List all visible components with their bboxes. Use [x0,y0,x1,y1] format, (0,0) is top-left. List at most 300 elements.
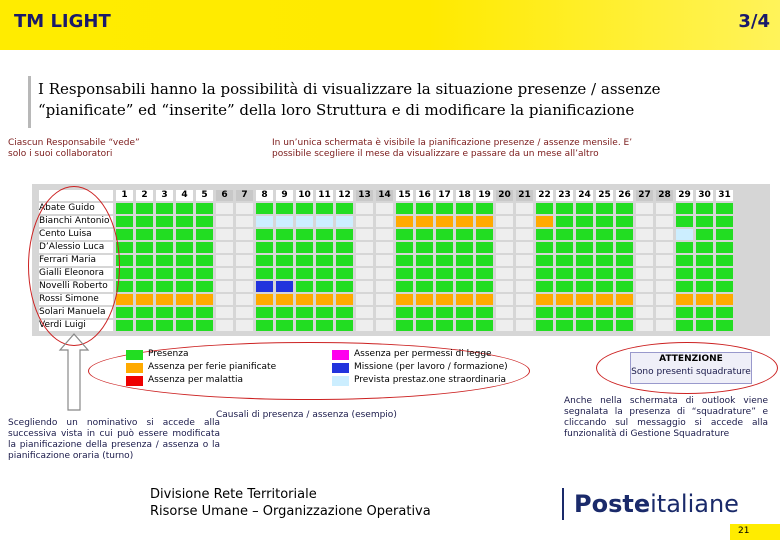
day-cell[interactable] [656,294,673,305]
day-cell[interactable] [276,294,293,305]
day-cell[interactable] [376,216,393,227]
day-cell[interactable] [136,281,153,292]
day-cell[interactable] [636,229,653,240]
day-cell[interactable] [436,268,453,279]
day-cell[interactable] [616,242,633,253]
day-cell[interactable] [136,229,153,240]
day-cell[interactable] [716,307,733,318]
day-cell[interactable] [376,229,393,240]
day-cell[interactable] [556,229,573,240]
day-cell[interactable] [236,229,253,240]
day-cell[interactable] [616,216,633,227]
day-cell[interactable] [156,294,173,305]
day-cell[interactable] [516,255,533,266]
day-cell[interactable] [536,242,553,253]
day-cell[interactable] [216,242,233,253]
day-cell[interactable] [136,320,153,331]
employee-name[interactable]: Bianchi Antonio [39,216,113,227]
day-cell[interactable] [596,242,613,253]
day-cell[interactable] [616,294,633,305]
day-cell[interactable] [356,294,373,305]
day-cell[interactable] [636,216,653,227]
day-cell[interactable] [476,294,493,305]
day-cell[interactable] [456,268,473,279]
day-cell[interactable] [356,255,373,266]
day-cell[interactable] [236,203,253,214]
day-cell[interactable] [376,320,393,331]
day-cell[interactable] [576,229,593,240]
day-cell[interactable] [236,268,253,279]
day-cell[interactable] [716,229,733,240]
day-cell[interactable] [496,320,513,331]
day-cell[interactable] [216,229,233,240]
day-cell[interactable] [496,229,513,240]
day-cell[interactable] [656,281,673,292]
day-cell[interactable] [476,255,493,266]
day-cell[interactable] [696,294,713,305]
day-cell[interactable] [136,307,153,318]
day-cell[interactable] [396,216,413,227]
day-cell[interactable] [476,320,493,331]
day-cell[interactable] [256,203,273,214]
day-cell[interactable] [316,281,333,292]
day-cell[interactable] [476,203,493,214]
day-cell[interactable] [696,281,713,292]
day-cell[interactable] [176,294,193,305]
day-cell[interactable] [116,307,133,318]
day-cell[interactable] [236,281,253,292]
day-cell[interactable] [556,242,573,253]
day-cell[interactable] [576,307,593,318]
day-cell[interactable] [716,268,733,279]
day-cell[interactable] [196,242,213,253]
day-cell[interactable] [116,203,133,214]
day-cell[interactable] [376,255,393,266]
day-cell[interactable] [276,216,293,227]
day-cell[interactable] [356,216,373,227]
day-cell[interactable] [616,268,633,279]
day-cell[interactable] [536,229,553,240]
day-cell[interactable] [496,242,513,253]
day-cell[interactable] [456,216,473,227]
day-cell[interactable] [476,216,493,227]
day-cell[interactable] [256,242,273,253]
day-cell[interactable] [536,203,553,214]
day-cell[interactable] [716,242,733,253]
day-cell[interactable] [296,216,313,227]
day-cell[interactable] [536,307,553,318]
day-cell[interactable] [416,320,433,331]
day-cell[interactable] [116,229,133,240]
day-cell[interactable] [496,216,513,227]
day-cell[interactable] [256,307,273,318]
day-cell[interactable] [276,320,293,331]
day-cell[interactable] [516,242,533,253]
day-cell[interactable] [356,242,373,253]
day-cell[interactable] [436,294,453,305]
day-cell[interactable] [176,229,193,240]
day-cell[interactable] [416,281,433,292]
day-cell[interactable] [356,229,373,240]
day-cell[interactable] [536,216,553,227]
day-cell[interactable] [436,255,453,266]
day-cell[interactable] [376,307,393,318]
day-cell[interactable] [156,216,173,227]
day-cell[interactable] [236,242,253,253]
day-cell[interactable] [596,216,613,227]
day-cell[interactable] [156,203,173,214]
day-cell[interactable] [516,229,533,240]
day-cell[interactable] [636,268,653,279]
day-cell[interactable] [436,281,453,292]
day-cell[interactable] [576,242,593,253]
day-cell[interactable] [576,294,593,305]
day-cell[interactable] [316,242,333,253]
day-cell[interactable] [476,268,493,279]
day-cell[interactable] [636,320,653,331]
day-cell[interactable] [256,255,273,266]
day-cell[interactable] [156,281,173,292]
employee-name[interactable]: Novelli Roberto [39,281,113,292]
day-cell[interactable] [176,268,193,279]
day-cell[interactable] [496,281,513,292]
day-cell[interactable] [716,320,733,331]
employee-name[interactable]: Rossi Simone [39,294,113,305]
day-cell[interactable] [476,281,493,292]
day-cell[interactable] [196,320,213,331]
day-cell[interactable] [196,281,213,292]
day-cell[interactable] [256,281,273,292]
day-cell[interactable] [256,294,273,305]
day-cell[interactable] [176,255,193,266]
day-cell[interactable] [636,307,653,318]
day-cell[interactable] [196,268,213,279]
day-cell[interactable] [676,320,693,331]
day-cell[interactable] [696,242,713,253]
day-cell[interactable] [436,216,453,227]
day-cell[interactable] [216,255,233,266]
day-cell[interactable] [696,203,713,214]
day-cell[interactable] [416,203,433,214]
day-cell[interactable] [396,255,413,266]
day-cell[interactable] [296,229,313,240]
day-cell[interactable] [176,320,193,331]
day-cell[interactable] [356,203,373,214]
day-cell[interactable] [636,294,653,305]
day-cell[interactable] [716,281,733,292]
day-cell[interactable] [516,203,533,214]
day-cell[interactable] [276,255,293,266]
day-cell[interactable] [496,255,513,266]
day-cell[interactable] [336,281,353,292]
day-cell[interactable] [416,307,433,318]
day-cell[interactable] [336,229,353,240]
day-cell[interactable] [216,216,233,227]
day-cell[interactable] [636,203,653,214]
day-cell[interactable] [496,307,513,318]
day-cell[interactable] [296,281,313,292]
day-cell[interactable] [116,320,133,331]
day-cell[interactable] [476,229,493,240]
day-cell[interactable] [116,216,133,227]
day-cell[interactable] [596,268,613,279]
day-cell[interactable] [196,307,213,318]
day-cell[interactable] [596,281,613,292]
day-cell[interactable] [356,268,373,279]
day-cell[interactable] [656,242,673,253]
day-cell[interactable] [136,294,153,305]
day-cell[interactable] [136,255,153,266]
day-cell[interactable] [716,294,733,305]
day-cell[interactable] [216,294,233,305]
day-cell[interactable] [196,255,213,266]
day-cell[interactable] [376,294,393,305]
day-cell[interactable] [656,255,673,266]
day-cell[interactable] [416,294,433,305]
day-cell[interactable] [256,216,273,227]
day-cell[interactable] [336,242,353,253]
day-cell[interactable] [396,281,413,292]
day-cell[interactable] [516,320,533,331]
day-cell[interactable] [396,320,413,331]
day-cell[interactable] [496,268,513,279]
day-cell[interactable] [256,229,273,240]
day-cell[interactable] [476,307,493,318]
day-cell[interactable] [556,281,573,292]
day-cell[interactable] [276,229,293,240]
day-cell[interactable] [676,255,693,266]
day-cell[interactable] [176,307,193,318]
day-cell[interactable] [576,255,593,266]
day-cell[interactable] [476,242,493,253]
day-cell[interactable] [376,242,393,253]
day-cell[interactable] [376,281,393,292]
day-cell[interactable] [596,294,613,305]
day-cell[interactable] [676,281,693,292]
day-cell[interactable] [496,203,513,214]
day-cell[interactable] [296,268,313,279]
day-cell[interactable] [696,216,713,227]
day-cell[interactable] [136,216,153,227]
day-cell[interactable] [316,294,333,305]
day-cell[interactable] [256,320,273,331]
day-cell[interactable] [316,203,333,214]
day-cell[interactable] [396,268,413,279]
day-cell[interactable] [516,294,533,305]
day-cell[interactable] [416,255,433,266]
employee-name[interactable]: Gialli Eleonora [39,268,113,279]
day-cell[interactable] [176,281,193,292]
day-cell[interactable] [696,320,713,331]
day-cell[interactable] [616,255,633,266]
day-cell[interactable] [396,229,413,240]
day-cell[interactable] [676,216,693,227]
day-cell[interactable] [656,320,673,331]
day-cell[interactable] [676,242,693,253]
day-cell[interactable] [656,307,673,318]
day-cell[interactable] [676,229,693,240]
day-cell[interactable] [556,216,573,227]
day-cell[interactable] [416,242,433,253]
day-cell[interactable] [336,307,353,318]
day-cell[interactable] [356,320,373,331]
day-cell[interactable] [416,229,433,240]
day-cell[interactable] [316,307,333,318]
day-cell[interactable] [276,203,293,214]
day-cell[interactable] [436,307,453,318]
day-cell[interactable] [256,268,273,279]
day-cell[interactable] [576,216,593,227]
day-cell[interactable] [316,229,333,240]
day-cell[interactable] [296,242,313,253]
day-cell[interactable] [456,203,473,214]
day-cell[interactable] [716,203,733,214]
day-cell[interactable] [336,320,353,331]
day-cell[interactable] [616,281,633,292]
day-cell[interactable] [436,203,453,214]
day-cell[interactable] [216,268,233,279]
day-cell[interactable] [156,242,173,253]
day-cell[interactable] [636,255,653,266]
day-cell[interactable] [696,229,713,240]
day-cell[interactable] [516,281,533,292]
day-cell[interactable] [516,307,533,318]
day-cell[interactable] [296,294,313,305]
day-cell[interactable] [176,203,193,214]
day-cell[interactable] [456,229,473,240]
day-cell[interactable] [396,294,413,305]
day-cell[interactable] [416,216,433,227]
day-cell[interactable] [556,294,573,305]
day-cell[interactable] [556,255,573,266]
day-cell[interactable] [336,294,353,305]
day-cell[interactable] [536,294,553,305]
day-cell[interactable] [336,203,353,214]
day-cell[interactable] [316,320,333,331]
day-cell[interactable] [416,268,433,279]
day-cell[interactable] [296,255,313,266]
day-cell[interactable] [656,216,673,227]
day-cell[interactable] [576,320,593,331]
day-cell[interactable] [656,203,673,214]
day-cell[interactable] [396,307,413,318]
day-cell[interactable] [436,320,453,331]
day-cell[interactable] [196,229,213,240]
day-cell[interactable] [656,268,673,279]
day-cell[interactable] [696,255,713,266]
day-cell[interactable] [436,242,453,253]
day-cell[interactable] [556,307,573,318]
day-cell[interactable] [156,268,173,279]
day-cell[interactable] [176,216,193,227]
day-cell[interactable] [136,203,153,214]
day-cell[interactable] [296,203,313,214]
day-cell[interactable] [456,281,473,292]
day-cell[interactable] [596,307,613,318]
day-cell[interactable] [576,203,593,214]
day-cell[interactable] [316,255,333,266]
day-cell[interactable] [676,294,693,305]
day-cell[interactable] [596,320,613,331]
day-cell[interactable] [616,203,633,214]
day-cell[interactable] [136,268,153,279]
day-cell[interactable] [316,216,333,227]
day-cell[interactable] [716,216,733,227]
day-cell[interactable] [396,203,413,214]
day-cell[interactable] [716,255,733,266]
day-cell[interactable] [156,229,173,240]
day-cell[interactable] [676,307,693,318]
day-cell[interactable] [216,281,233,292]
day-cell[interactable] [556,268,573,279]
employee-name[interactable]: Solari Manuela [39,307,113,318]
day-cell[interactable] [456,242,473,253]
day-cell[interactable] [636,242,653,253]
day-cell[interactable] [516,216,533,227]
employee-name[interactable]: Abate Guido [39,203,113,214]
day-cell[interactable] [116,294,133,305]
day-cell[interactable] [576,281,593,292]
day-cell[interactable] [236,255,253,266]
day-cell[interactable] [136,242,153,253]
day-cell[interactable] [236,320,253,331]
day-cell[interactable] [596,203,613,214]
day-cell[interactable] [536,281,553,292]
employee-name[interactable]: Ferrari Maria [39,255,113,266]
day-cell[interactable] [296,320,313,331]
day-cell[interactable] [156,255,173,266]
day-cell[interactable] [536,320,553,331]
day-cell[interactable] [276,307,293,318]
day-cell[interactable] [276,242,293,253]
day-cell[interactable] [616,229,633,240]
day-cell[interactable] [636,281,653,292]
employee-name[interactable]: Cento Luisa [39,229,113,240]
day-cell[interactable] [676,268,693,279]
day-cell[interactable] [236,216,253,227]
day-cell[interactable] [296,307,313,318]
day-cell[interactable] [236,294,253,305]
day-cell[interactable] [556,320,573,331]
day-cell[interactable] [456,320,473,331]
day-cell[interactable] [196,216,213,227]
day-cell[interactable] [596,229,613,240]
day-cell[interactable] [436,229,453,240]
day-cell[interactable] [376,203,393,214]
day-cell[interactable] [496,294,513,305]
day-cell[interactable] [396,242,413,253]
day-cell[interactable] [216,320,233,331]
day-cell[interactable] [696,268,713,279]
employee-name[interactable]: D’Alessio Luca [39,242,113,253]
day-cell[interactable] [216,307,233,318]
day-cell[interactable] [536,255,553,266]
day-cell[interactable] [456,255,473,266]
day-cell[interactable] [516,268,533,279]
day-cell[interactable] [316,268,333,279]
day-cell[interactable] [456,294,473,305]
day-cell[interactable] [216,203,233,214]
day-cell[interactable] [276,281,293,292]
day-cell[interactable] [276,268,293,279]
day-cell[interactable] [656,229,673,240]
day-cell[interactable] [456,307,473,318]
day-cell[interactable] [336,255,353,266]
day-cell[interactable] [376,268,393,279]
employee-name[interactable]: Verdi Luigi [39,320,113,331]
day-cell[interactable] [536,268,553,279]
day-cell[interactable] [236,307,253,318]
